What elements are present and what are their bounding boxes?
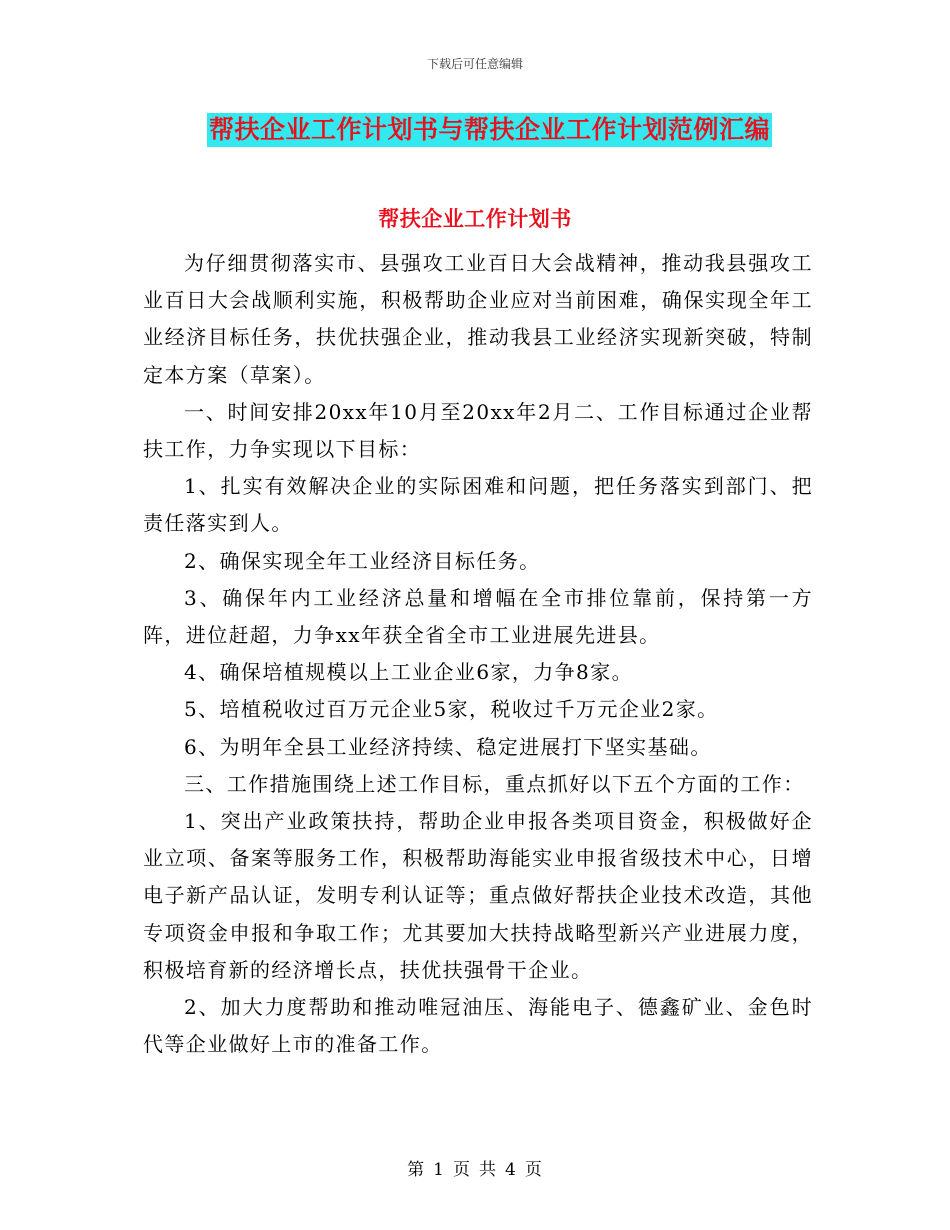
paragraph: 三、工作措施围绕上述工作目标，重点抓好以下五个方面的工作： — [184, 771, 805, 796]
footer-total-label: 共 — [479, 1160, 497, 1180]
page-footer — [0, 1155, 950, 1180]
footer-page-number: 1 — [433, 1160, 445, 1180]
paragraph: 5、培植税收过百万元企业5家，税收过千万元企业2家。 — [184, 697, 719, 722]
paragraph: 6、为明年全县工业经济持续、稳定进展打下坚实基础。 — [184, 734, 712, 759]
paragraph: 为仔细贯彻落实市、县强攻工业百日大会战精神，推动我县强攻工业百日大会战顺利实施，积极帮助企业应对当前困难，确保实现全年工业经济目标任务，扶优扶强企业，推动我县工业经济实现新突破，特制定本方案（草案）。 — [143, 251, 813, 387]
section-title: 帮扶企业工作计划书 — [378, 207, 572, 231]
footer-page-unit: 页 — [453, 1160, 471, 1180]
paragraph: 2、确保实现全年工业经济目标任务。 — [184, 548, 541, 573]
body-text — [143, 245, 813, 1063]
paragraph: 1、突出产业政策扶持，帮助企业申报各类项目资金，积极做好企业立项、备案等服务工作，积极帮助海能实业申报省级技术中心，日增电子新产品认证，发明专利认证等；重点做好帮扶企业技术改造，其他专项资金申报和争取工作；尤其要加大扶持战略型新兴产业进展力度，积极培育新的经济增长点，扶优扶强骨干企业。 — [143, 809, 813, 982]
main-title: 帮扶企业工作计划书与帮扶企业工作计划范例汇编 — [207, 113, 772, 147]
footer-total-number: 4 — [505, 1160, 517, 1180]
paragraph: 3、确保年内工业经济总量和增幅在全市排位靠前，保持第一方阵，进位赶超，力争xx年获全省全市工业进展先进县。 — [143, 585, 813, 648]
paragraph: 1、扎实有效解决企业的实际困难和问题，把任务落实到部门、把责任落实到人。 — [143, 474, 813, 536]
paragraph: 一、时间安排20xx年10月至20xx年2月二、工作目标通过企业帮扶工作，力争实现以下目标： — [143, 399, 813, 462]
footer-total-unit: 页 — [524, 1160, 543, 1180]
footer-page-label: 第 — [407, 1160, 426, 1180]
header-note: 下载后可任意编辑 — [426, 57, 523, 71]
paragraph: 4、确保培植规模以上工业企业6家，力争8家。 — [184, 660, 633, 685]
paragraph: 2、加大力度帮助和推动唯冠油压、海能电子、德鑫矿业、金色时代等企业做好上市的准备工作。 — [143, 995, 813, 1057]
